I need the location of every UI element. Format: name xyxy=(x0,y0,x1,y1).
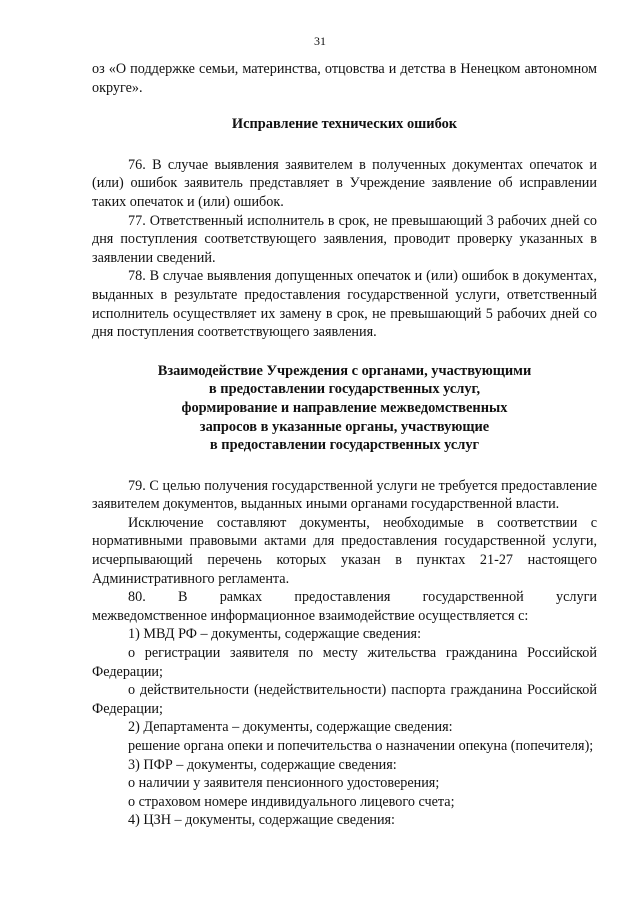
list-item-czn: 4) ЦЗН – документы, содержащие сведения: xyxy=(128,812,395,829)
list-subitem: о наличии у заявителя пенсионного удостоверения; xyxy=(128,775,440,792)
section-title-interaction xyxy=(92,362,597,455)
paragraph-76: 76. В случае выявления заявителем в полученных документах опечаток и (или) ошибок заявитель представляет в Учреждение заявление об исправлении таких опечаток и (или) ошибок. xyxy=(92,156,597,210)
list-item-department: 2) Департамента – документы, содержащие сведения: xyxy=(128,719,453,736)
list-item-pfr: 3) ПФР – документы, содержащие сведения: xyxy=(128,756,397,773)
paragraph-80-line2: межведомственное информационное взаимодействие осуществляется с: xyxy=(92,607,529,624)
list-subitem: решение органа опеки и попечительства о назначении опекуна (попечителя); xyxy=(128,738,594,754)
section-title-technical-errors: Исправление технических ошибок xyxy=(231,116,458,133)
section-title-line: в предоставлении государственных услуг, xyxy=(208,381,481,398)
section-title-line: в предоставлении государственных услуг xyxy=(209,437,480,454)
list-subitem: о регистрации заявителя по месту жительства гражданина Российской Федерации; xyxy=(92,645,597,680)
paragraph-79: 79. С целью получения государственной услуги не требуется предоставление заявителем документов, выданных иными органами государственной власти. xyxy=(92,477,597,513)
list-item-mvd: 1) МВД РФ – документы, содержащие сведения: xyxy=(128,626,422,643)
section-title-line: формирование и направление межведомственных xyxy=(181,399,508,416)
page-number: 31 xyxy=(314,34,326,48)
paragraph-80-line1: 80. В рамках предоставления государственной услуги xyxy=(128,589,597,606)
document-body xyxy=(92,60,597,830)
list-subitem: о действительности (недействительности) паспорта гражданина Российской Федерации; xyxy=(92,682,597,717)
section-title-line: Взаимодействие Учреждения с органами, участвующими xyxy=(157,362,532,379)
paragraph-78: 78. В случае выявления допущенных опечаток и (или) ошибок в документах, выданных в результате предоставления государственной услуги, ответственный исполнитель осуществляет их замену в срок, не превышающий 5 рабочих дней со дня поступления соответствующего заявления. xyxy=(92,268,597,341)
section-title-line: запросов в указанные органы, участвующие xyxy=(199,418,490,435)
intro-paragraph: оз «О поддержке семьи, материнства, отцовства и детства в Ненецком автономном округе». xyxy=(92,61,597,96)
paragraph-79-exception: Исключение составляют документы, необходимые в соответствии с нормативными правовыми актами для предоставления государственной услуги, исчерпывающий перечень которых указан в пунктах 21-27 настоящего Административного регламента. xyxy=(92,514,597,587)
paragraph-77: 77. Ответственный исполнитель в срок, не превышающий 3 рабочих дней со дня поступления соответствующего заявления, проводит проверку указанных в заявлении сведений. xyxy=(92,212,597,266)
list-subitem: о страховом номере индивидуального лицевого счета; xyxy=(128,793,455,810)
